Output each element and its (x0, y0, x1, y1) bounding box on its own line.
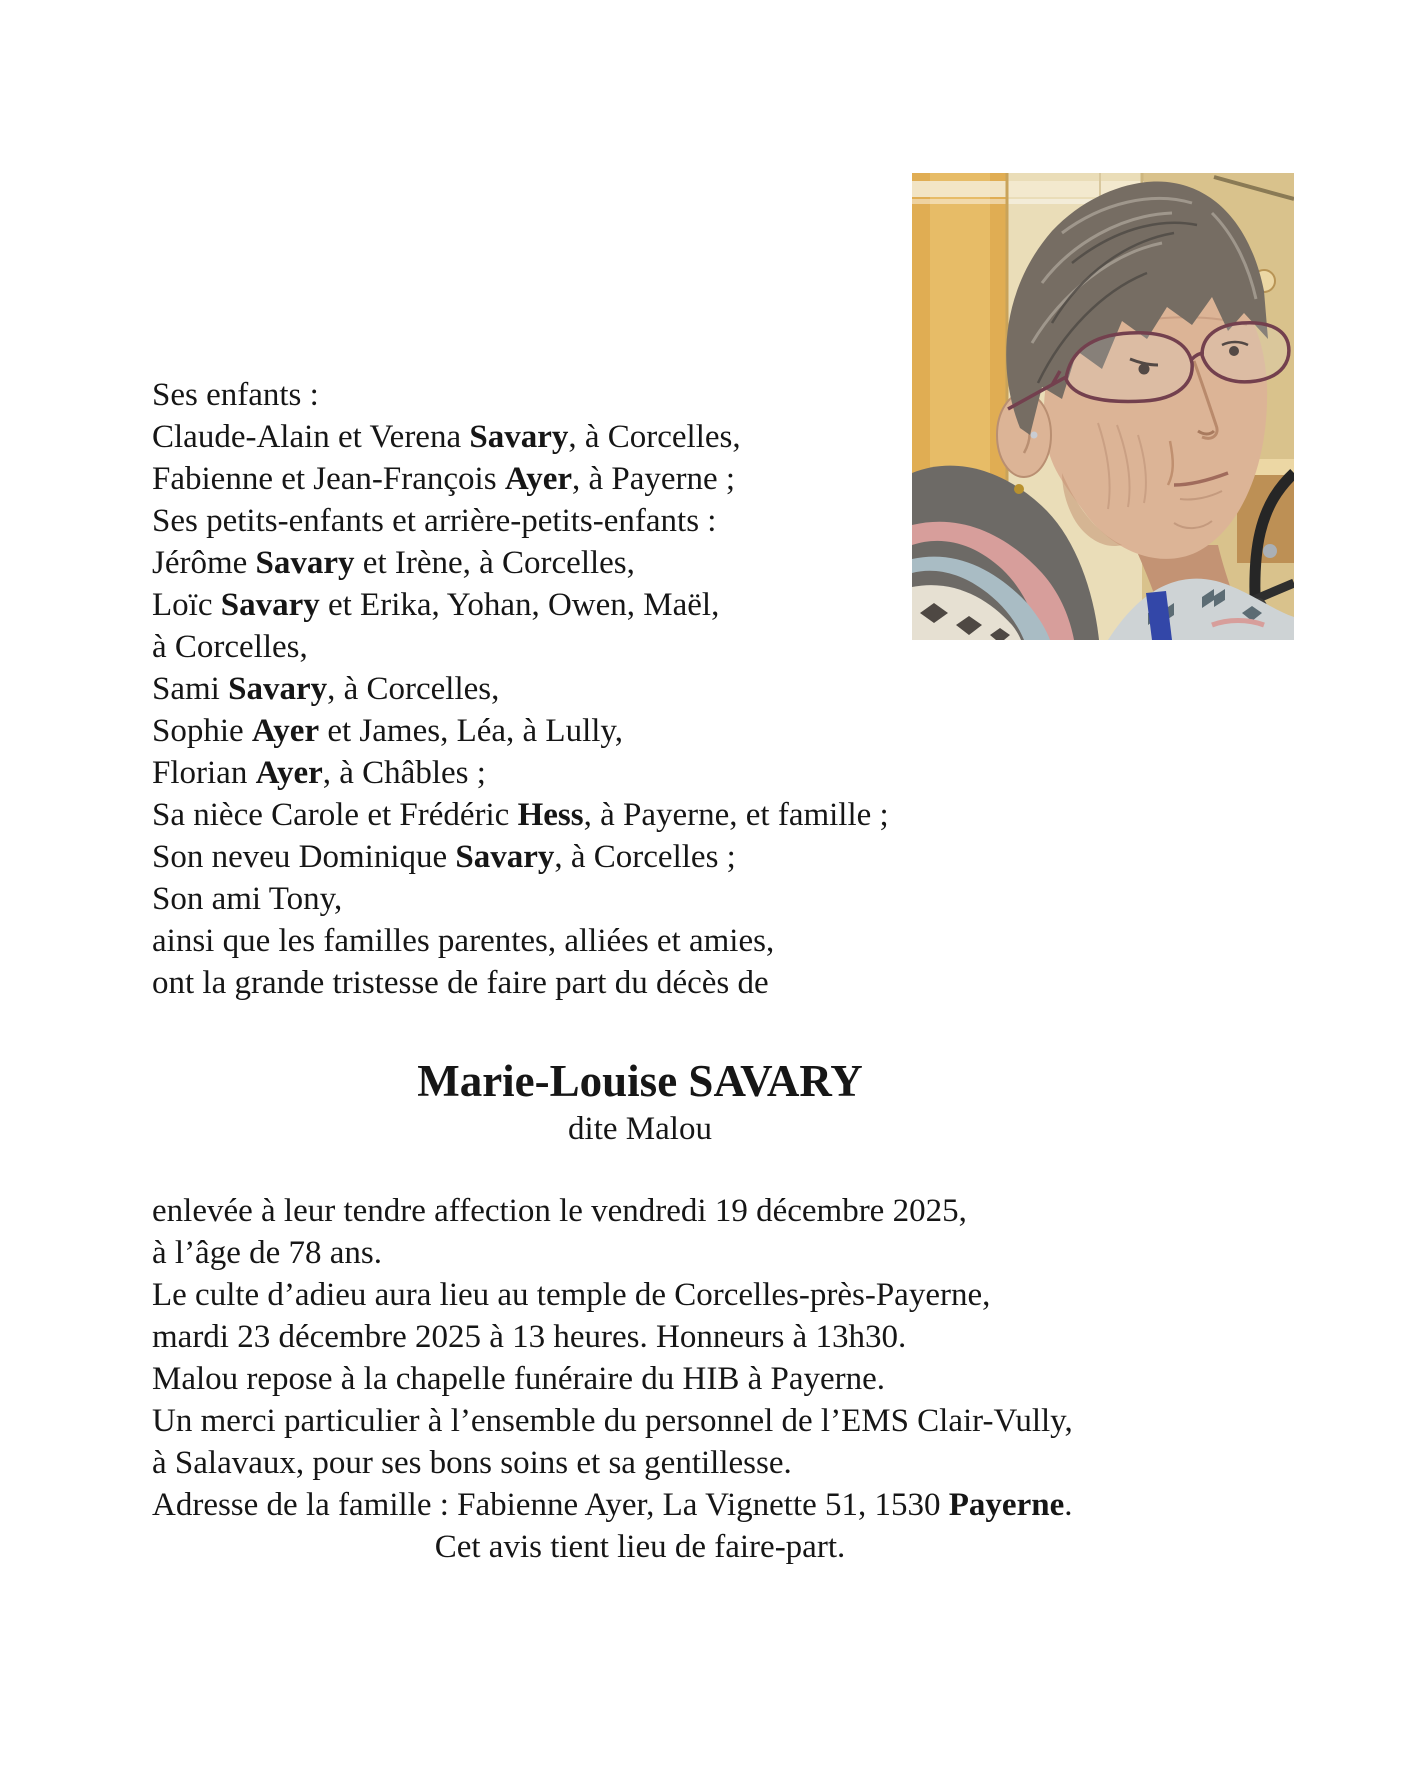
text-line (152, 668, 1162, 710)
text-line (152, 1400, 1292, 1442)
text-line (152, 542, 1162, 584)
surname-bold: Ayer (255, 755, 323, 791)
surname-bold: Savary (220, 587, 320, 623)
text-line (152, 710, 1162, 752)
text-segment: Loïc (152, 587, 221, 623)
text-line (152, 416, 1162, 458)
text-line (152, 962, 1162, 1004)
text-line (152, 752, 1162, 794)
text-line (152, 1442, 1292, 1484)
text-segment: Son neveu Dominique (152, 839, 456, 875)
text-segment: Sami (152, 671, 229, 707)
text-segment: , à Corcelles ; (554, 839, 736, 875)
text-segment: à l’âge de 78 ans. (152, 1235, 382, 1271)
family-list (152, 374, 1162, 1004)
text-line (152, 1232, 1292, 1274)
text-segment: et Irène, à Corcelles, (354, 545, 635, 581)
text-segment: ont la grande tristesse de faire part du décès de (152, 965, 769, 1001)
surname-bold: Payerne (948, 1487, 1065, 1523)
surname-bold: Ayer (504, 461, 572, 497)
text-segment: mardi 23 décembre 2025 à 13 heures. Honneurs à 13h30. (152, 1319, 907, 1355)
text-line (152, 836, 1162, 878)
text-line (152, 920, 1162, 962)
text-line (152, 1274, 1292, 1316)
text-segment: enlevée à leur tendre affection le vendredi 19 décembre 2025, (152, 1193, 967, 1229)
text-segment: Un merci particulier à l’ensemble du personnel de l’EMS Clair-Vully, (152, 1403, 1073, 1439)
text-line (152, 1190, 1292, 1232)
text-line (152, 878, 1162, 920)
deceased-nickname: dite Malou (568, 1111, 712, 1147)
text-segment: Adresse de la famille : Fabienne Ayer, La Vignette 51, 1530 (152, 1487, 949, 1523)
text-line (152, 584, 1162, 626)
text-segment: , à Corcelles, (568, 419, 741, 455)
text-segment: ainsi que les familles parentes, alliées et amies, (152, 923, 775, 959)
surname-bold: Savary (469, 419, 569, 455)
text-segment: Jérôme (152, 545, 256, 581)
text-segment: Le culte d’adieu aura lieu au temple de Corcelles-près-Payerne, (152, 1277, 991, 1313)
text-segment: Ses petits-enfants et arrière-petits-enfants : (152, 503, 717, 539)
text-segment: Sa nièce Carole et Frédéric (152, 797, 518, 833)
text-segment: et James, Léa, à Lully, (319, 713, 624, 749)
text-segment: Son ami Tony, (152, 881, 343, 917)
text-line (152, 1484, 1292, 1526)
surname-bold: Hess (517, 797, 584, 833)
text-segment: . (1064, 1487, 1073, 1523)
text-line (152, 794, 1162, 836)
surname-bold: Ayer (251, 713, 320, 749)
funeral-details (152, 1190, 1292, 1526)
text-segment: Claude-Alain et Verena (152, 419, 470, 455)
text-segment: , à Payerne, et famille ; (583, 797, 889, 833)
text-segment: , à Payerne ; (572, 461, 736, 497)
text-segment: Sophie (152, 713, 252, 749)
surname-bold: Savary (255, 545, 355, 581)
text-line (152, 500, 1162, 542)
text-segment: Ses enfants : (152, 377, 319, 413)
surname-bold: Savary (455, 839, 555, 875)
text-segment: Malou repose à la chapelle funéraire du HIB à Payerne. (152, 1361, 886, 1397)
text-line (152, 1316, 1292, 1358)
closing-line: Cet avis tient lieu de faire-part. (434, 1529, 846, 1565)
text-segment: Fabienne et Jean-François (152, 461, 505, 497)
text-segment: Florian (152, 755, 256, 791)
text-segment: et Erika, Yohan, Owen, Maël, (319, 587, 720, 623)
title-block (152, 1054, 1128, 1150)
text-segment: à Corcelles, (152, 629, 308, 665)
text-line (152, 626, 1162, 668)
text-segment: à Salavaux, pour ses bons soins et sa gentillesse. (152, 1445, 792, 1481)
text-segment: , à Châbles ; (322, 755, 486, 791)
text-segment: , à Corcelles, (327, 671, 500, 707)
surname-bold: Savary (228, 671, 328, 707)
text-line (152, 1358, 1292, 1400)
text-line (152, 374, 1162, 416)
deceased-name: Marie-Louise SAVARY (417, 1056, 863, 1106)
text-line (152, 458, 1162, 500)
